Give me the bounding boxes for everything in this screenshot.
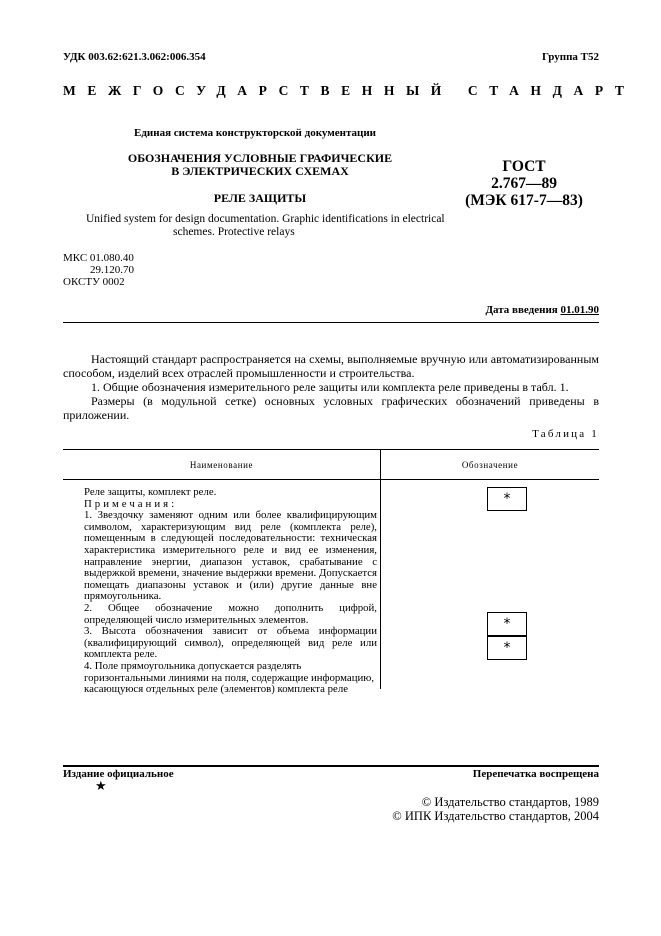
mks-code-2: 29.120.70 — [90, 264, 134, 276]
symbol-asterisk: * — [503, 616, 511, 633]
table-cell-name — [84, 487, 377, 696]
body-paragraph-1: Настоящий стандарт распространяется на схемы, выполняемые вручную или автоматизированным способом, изделий всех отраслей промышленности и строительства. — [63, 352, 599, 380]
reprint-prohibited: Перепечатка воспрещена — [472, 768, 599, 780]
row-name: Реле защиты, комплект реле. — [84, 486, 217, 498]
introduction-date-label: Дата введения — [485, 304, 558, 316]
gost-label: ГОСТ — [502, 158, 546, 175]
title-line-1: ОБОЗНАЧЕНИЯ УСЛОВНЫЕ ГРАФИЧЕСКИЕ — [127, 151, 393, 165]
note-3: 3. Высота обозначения зависит от объема информации (квалифицирующий символ), определяющей вид реле или комплекта реле. — [84, 625, 377, 661]
table-column-divider — [380, 449, 381, 689]
system-name: Единая система конструкторской документации — [134, 127, 376, 139]
table-caption: Таблица 1 — [532, 428, 599, 440]
table-header-symbol: Обозначение — [461, 460, 519, 470]
copyright-1989: © Издательство стандартов, 1989 — [421, 795, 599, 809]
table-top-rule — [63, 449, 599, 450]
introduction-date — [485, 304, 599, 316]
date-rule — [63, 322, 599, 323]
relay-symbol-divided — [487, 612, 527, 660]
table-header-rule — [63, 479, 599, 480]
relay-symbol-single — [487, 487, 527, 511]
english-title — [86, 213, 446, 239]
note-2: 2. Общее обозначение можно дополнить цифрой, определяющей число измерительных элементов. — [84, 601, 377, 626]
english-title-line-1: Unified system for design documentation. Graphic identifications in electrical — [86, 213, 445, 225]
okstu-code: ОКСТУ 0002 — [63, 276, 125, 288]
body-paragraph-2: 1. Общие обозначения измерительного реле защиты или комплекта реле приведены в табл. 1. — [91, 380, 569, 394]
group-code: Группа Т52 — [541, 51, 599, 63]
symbol-asterisk: * — [503, 491, 511, 507]
note-1: 1. Звездочку заменяют одним или более квалифицирующим символом, характеризующим вид реле (комплекта реле), помещенным в следующей последовательности: техническая характеристика измерительного реле и вид ее изменения, направление энергии, диапазон уставок, срабатывание с выдержкой времени, значение выдержки времени. Допускается помещать диапазоны уставок и (или) другие данные вне прямоугольника. — [84, 509, 377, 603]
title-line-2: В ЭЛЕКТРИЧЕСКИХ СХЕМАХ — [171, 164, 349, 178]
symbol-asterisk: * — [503, 639, 511, 656]
symbol-field-upper — [488, 613, 526, 635]
notes-heading: Примечания: — [84, 497, 178, 510]
copyright-2004: © ИПК Издательство стандартов, 2004 — [392, 809, 599, 823]
introduction-date-value: 01.01.90 — [560, 304, 599, 316]
english-title-line-2: schemes. Protective relays — [173, 226, 295, 238]
gost-number: 2.767—89 — [491, 175, 557, 192]
classification-codes — [63, 252, 134, 288]
document-title — [120, 152, 400, 178]
note-4: 4. Поле прямоугольника допускается разделять горизонтальными линиями на поля, содержащие информацию, касающуюся отдельных реле (элементов) комплекта реле — [84, 659, 375, 696]
symbol-field-lower — [488, 637, 526, 659]
body-paragraph-3: Размеры (в модульной сетке) основных условных графических обозначений приведены в приложении. — [63, 394, 599, 422]
standard-type-heading: МЕЖГОСУДАРСТВЕННЫЙ СТАНДАРТ — [63, 83, 636, 98]
table-header-name: Наименование — [189, 460, 254, 470]
mks-code-1: МКС 01.080.40 — [63, 252, 134, 264]
udk-code: УДК 003.62:621.3.062:006.354 — [63, 51, 206, 63]
body-text — [63, 352, 599, 422]
iec-number: (МЭК 617-7—83) — [465, 192, 583, 209]
footer-rule — [63, 765, 599, 767]
document-subtitle: РЕЛЕ ЗАЩИТЫ — [213, 191, 307, 205]
star-icon: ★ — [95, 779, 107, 794]
official-edition: Издание официальное — [63, 768, 174, 780]
gost-designation — [464, 158, 584, 209]
